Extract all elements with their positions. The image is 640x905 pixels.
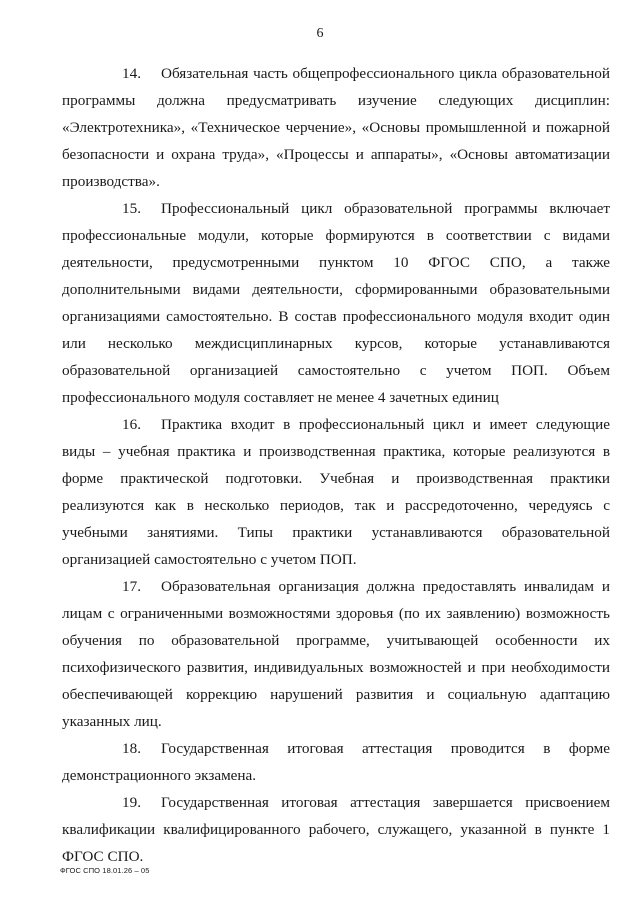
paragraph-text: Профессиональный цикл образовательной программы включает профессиональные модули, которые формируются в соответствии с видами деятельности, предусмотренными пунктом 10 ФГОС СПО, а также дополнительными видами деятельности, сформированными образовательными организациями самостоятельно. В состав профессионального модуля входит один или несколько междисциплинарных курсов, которые устанавливаются образовательной организацией самостоятельно с учетом ПОП. Объем профессионального модуля составляет не менее 4 зачетных единиц	[62, 200, 610, 406]
footer-document-code: ФГОС СПО 18.01.26 – 05	[60, 866, 150, 875]
paragraph-text: Образовательная организация должна предоставлять инвалидам и лицам с ограниченными возможностями здоровья (по их заявлению) возможность обучения по образовательной программе, учитывающей особенности их психофизического развития, индивидуальных возможностей и при необходимости обеспечивающей коррекцию нарушений развития и социальную адаптацию указанных лиц.	[62, 578, 610, 730]
paragraph-text: Практика входит в профессиональный цикл и имеет следующие виды – учебная практика и производственная практика, которые реализуются в форме практической подготовки. Учебная и производственная практики реализуются как в несколько периодов, так и рассредоточенно, чередуясь с учебными занятиями. Типы практики устанавливаются образовательной организацией самостоятельно с учетом ПОП.	[62, 416, 610, 568]
paragraph-text: Государственная итоговая аттестация завершается присвоением квалификации квалифицированного рабочего, служащего, указанной в пункте 1 ФГОС СПО.	[62, 794, 610, 865]
paragraph-18	[62, 735, 610, 789]
paragraph-number: 14.	[122, 65, 141, 82]
paragraph-19	[62, 789, 610, 870]
paragraph-14	[62, 60, 610, 195]
paragraph-17	[62, 573, 610, 735]
document-body	[62, 60, 610, 870]
paragraph-number: 19.	[122, 794, 141, 811]
paragraph-15	[62, 195, 610, 411]
paragraph-number: 15.	[122, 200, 141, 217]
paragraph-number: 18.	[122, 740, 141, 757]
paragraph-16	[62, 411, 610, 573]
paragraph-number: 16.	[122, 416, 141, 433]
page-number: 6	[316, 26, 324, 41]
paragraph-text: Обязательная часть общепрофессионального цикла образовательной программы должна предусматривать изучение следующих дисциплин: «Электротехника», «Техническое черчение», «Основы промышленной и пожарной безопасности и охрана труда», «Процессы и аппараты», «Основы автоматизации производства».	[62, 65, 610, 190]
paragraph-number: 17.	[122, 578, 141, 595]
paragraph-text: Государственная итоговая аттестация проводится в форме демонстрационного экзамена.	[62, 740, 610, 784]
